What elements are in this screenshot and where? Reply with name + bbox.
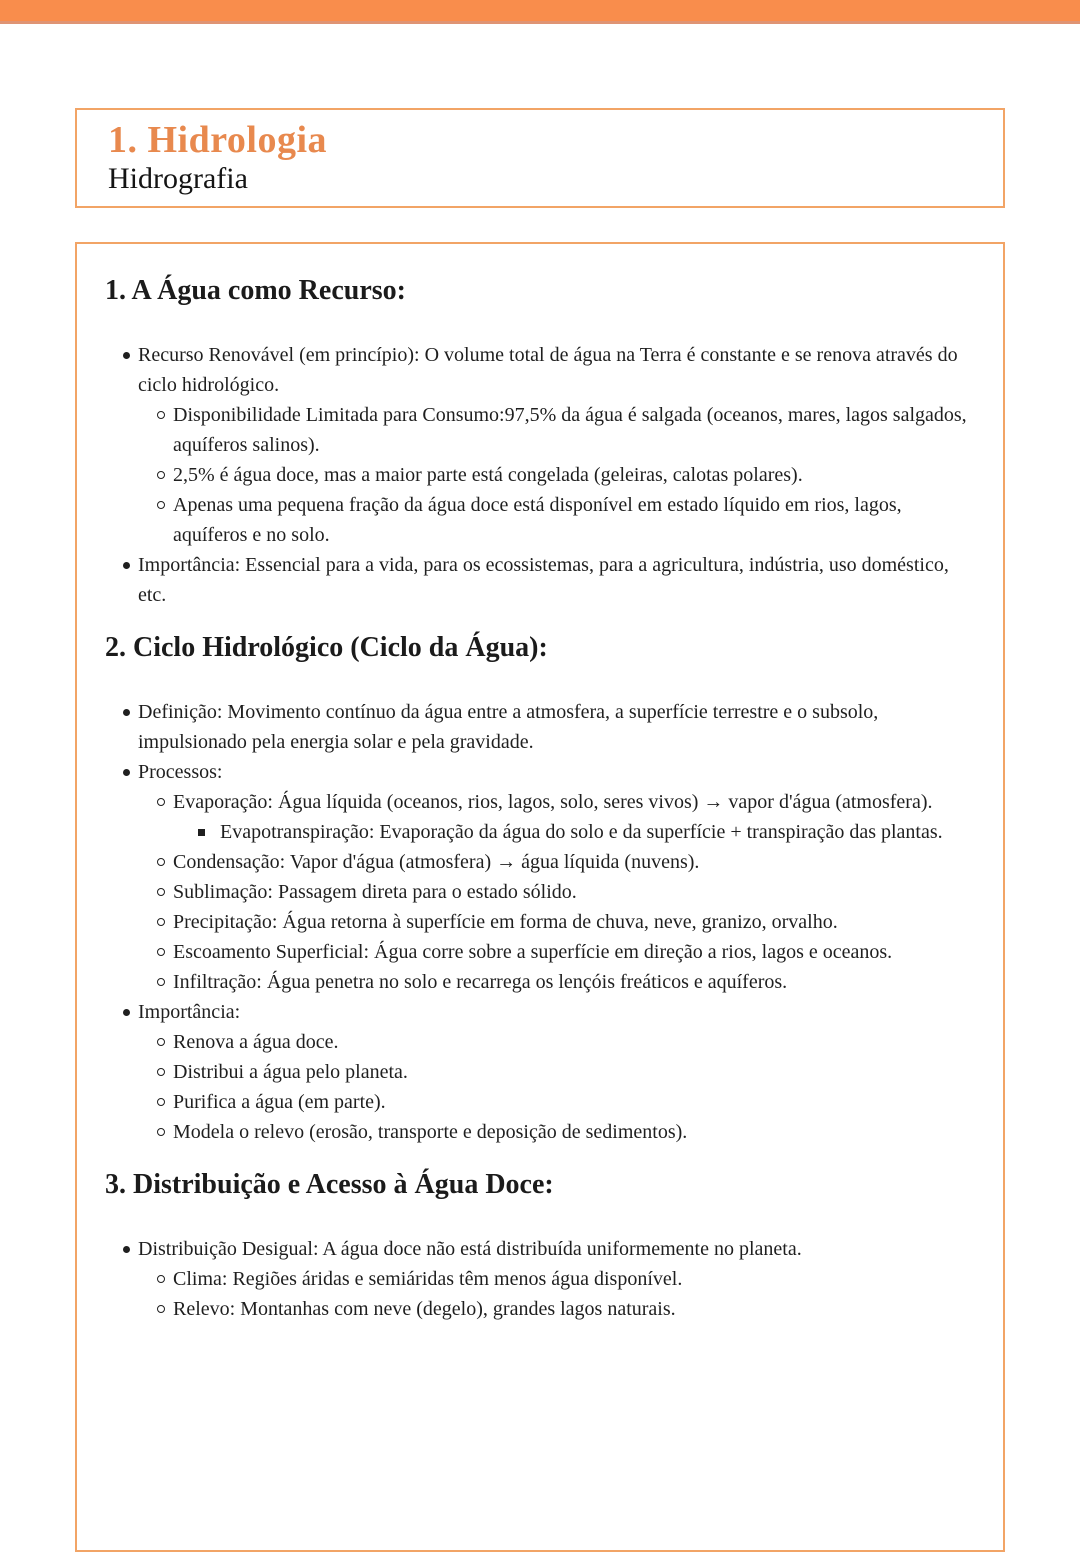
list-item	[105, 787, 977, 817]
list-item-text: Evapotranspiração: Evaporação da água do solo e da superfície + transpiração das plantas.	[220, 821, 943, 843]
bullet-icon	[123, 352, 130, 359]
list-item-text: Distribuição Desigual: A água doce não está distribuída uniformemente no planeta.	[138, 1238, 802, 1260]
circle-bullet-icon	[157, 1128, 165, 1136]
list-item	[105, 967, 977, 997]
list-item-text: Processos:	[138, 761, 223, 783]
bullet-icon	[123, 1009, 130, 1016]
list-item-text: Relevo: Montanhas com neve (degelo), grandes lagos naturais.	[173, 1298, 676, 1320]
list-item	[105, 877, 977, 907]
circle-bullet-icon	[157, 888, 165, 896]
page-subtitle: Hidrografia	[108, 162, 248, 195]
circle-bullet-icon	[157, 501, 165, 509]
list-item-text: Importância:	[138, 1001, 241, 1023]
list-item	[105, 400, 977, 460]
list-item-text: Infiltração: Água penetra no solo e recarrega os lençóis freáticos e aquíferos.	[173, 971, 788, 993]
list-item-text: Purifica a água (em parte).	[173, 1091, 386, 1113]
list-item-text: Distribui a água pelo planeta.	[173, 1061, 408, 1083]
circle-bullet-icon	[157, 1038, 165, 1046]
list-item-text: Clima: Regiões áridas e semiáridas têm menos água disponível.	[173, 1268, 683, 1290]
list-item	[105, 1264, 977, 1294]
section-heading: 2. Ciclo Hidrológico (Ciclo da Água):	[105, 632, 548, 663]
bullet-icon	[123, 1246, 130, 1253]
list-item	[105, 1087, 977, 1117]
title-card	[75, 108, 1005, 208]
list-item	[105, 490, 977, 550]
list-item	[105, 340, 977, 400]
list-item-text: Sublimação: Passagem direta para o estado sólido.	[173, 881, 577, 903]
list-item	[105, 937, 977, 967]
list-item	[105, 550, 977, 610]
circle-bullet-icon	[157, 948, 165, 956]
page-title: 1. Hidrologia	[108, 119, 328, 161]
bullet-list	[105, 340, 977, 610]
bullet-icon	[123, 769, 130, 776]
list-item-text: Disponibilidade Limitada para Consumo:97,5% da água é salgada (oceanos, mares, lagos salgados, aquíferos salinos).	[173, 404, 967, 456]
list-item	[105, 997, 977, 1027]
circle-bullet-icon	[157, 411, 165, 419]
list-item	[105, 460, 977, 490]
circle-bullet-icon	[157, 471, 165, 479]
list-item	[105, 1117, 977, 1147]
circle-bullet-icon	[157, 978, 165, 986]
list-item-text: Apenas uma pequena fração da água doce está disponível em estado líquido em rios, lagos, aquíferos e no solo.	[173, 494, 902, 546]
list-item-text: Renova a água doce.	[173, 1031, 339, 1053]
bullet-list	[105, 1234, 977, 1324]
list-item	[105, 847, 977, 877]
list-item-text: Importância: Essencial para a vida, para os ecossistemas, para a agricultura, indústria, uso doméstico, etc.	[138, 554, 949, 606]
list-item	[105, 1294, 977, 1324]
section-heading: 1. A Água como Recurso:	[105, 275, 406, 306]
list-item-text: Evaporação: Água líquida (oceanos, rios, lagos, solo, seres vivos) → vapor d'água (atmosfera).	[173, 791, 933, 813]
list-item	[105, 907, 977, 937]
list-item-text: Escoamento Superficial: Água corre sobre a superfície em direção a rios, lagos e oceanos.	[173, 941, 893, 963]
bullet-icon	[123, 709, 130, 716]
list-item-text: Modela o relevo (erosão, transporte e deposição de sedimentos).	[173, 1121, 688, 1143]
list-item-text: Precipitação: Água retorna à superfície em forma de chuva, neve, granizo, orvalho.	[173, 911, 838, 933]
bullet-icon	[123, 562, 130, 569]
list-item-text: Condensação: Vapor d'água (atmosfera) → água líquida (nuvens).	[173, 851, 700, 873]
top-accent-bar	[0, 0, 1080, 24]
list-item-text: Definição: Movimento contínuo da água entre a atmosfera, a superfície terrestre e o subsolo, impulsionado pela energia solar e pela gravidade.	[138, 701, 879, 753]
circle-bullet-icon	[157, 798, 165, 806]
circle-bullet-icon	[157, 858, 165, 866]
square-bullet-icon	[198, 829, 205, 836]
circle-bullet-icon	[157, 1068, 165, 1076]
notes-card	[75, 242, 1005, 1552]
list-item	[105, 1057, 977, 1087]
circle-bullet-icon	[157, 1305, 165, 1313]
circle-bullet-icon	[157, 1098, 165, 1106]
list-item-text: 2,5% é água doce, mas a maior parte está congelada (geleiras, calotas polares).	[173, 464, 803, 486]
circle-bullet-icon	[157, 1275, 165, 1283]
circle-bullet-icon	[157, 918, 165, 926]
list-item	[105, 757, 977, 787]
list-item-text: Recurso Renovável (em princípio): O volume total de água na Terra é constante e se renova através do ciclo hidrológico.	[138, 344, 958, 396]
section-heading: 3. Distribuição e Acesso à Água Doce:	[105, 1169, 554, 1200]
list-item	[105, 697, 977, 757]
list-item	[105, 1234, 977, 1264]
bullet-list	[105, 697, 977, 1147]
list-item	[105, 817, 977, 847]
list-item	[105, 1027, 977, 1057]
